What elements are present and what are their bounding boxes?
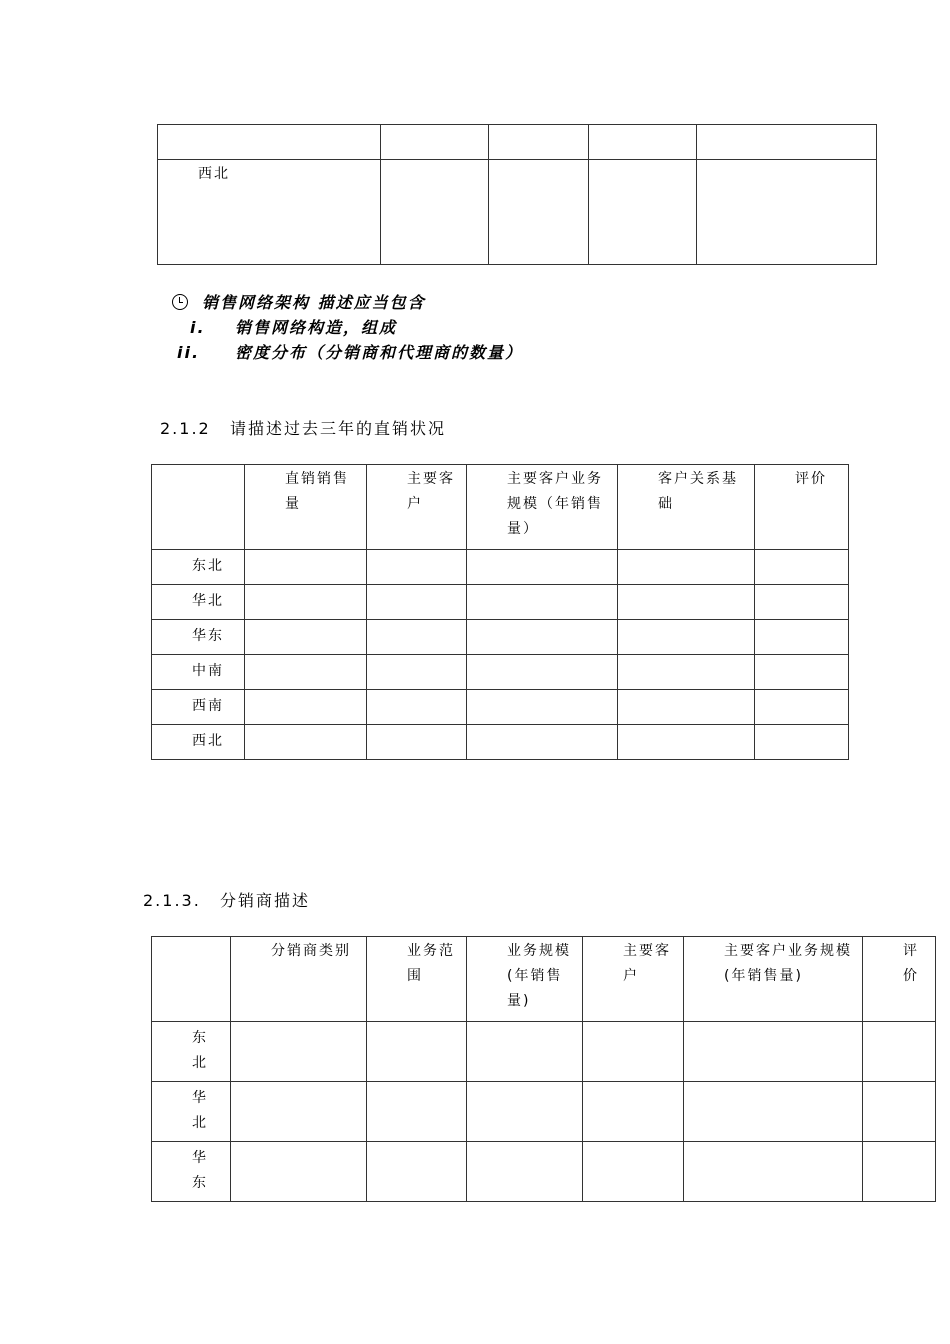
column-header: 分销商类别 [231,937,367,1022]
table-cell [467,550,618,585]
table-cell [367,1142,467,1202]
table-cell [245,550,367,585]
table-cell [618,620,755,655]
table-cell [697,160,877,265]
table-cell [245,620,367,655]
table-cell [583,1082,684,1142]
section-213-heading [143,888,310,911]
table-cell [152,465,245,550]
row-label: 中南 [152,655,245,690]
table-cell [152,937,231,1022]
table-cell [863,1142,936,1202]
table-cell [755,550,849,585]
table-cell [755,690,849,725]
table-cell [245,690,367,725]
table-cell [245,585,367,620]
table-cell [245,725,367,760]
table-cell [231,1142,367,1202]
row-label-northwest: 西北 [158,160,381,265]
table-cell [367,585,467,620]
row-label: 华北 [152,1082,231,1142]
table-cell [583,1022,684,1082]
row-label: 西北 [152,725,245,760]
table-cell [489,125,589,160]
table-cell [684,1142,863,1202]
row-label: 华东 [152,1142,231,1202]
bullet-item [172,315,523,340]
bullet-text: 销售网络构造，组成 [235,318,398,337]
bullet-title-text: 销售网络架构 描述应当包含 [202,293,426,312]
direct-sales-table [151,464,849,760]
column-header: 主要客户 [367,465,467,550]
table-cell [467,725,618,760]
section-number: 2.1.3. [143,891,201,910]
section-title: 请描述过去三年的直销状况 [230,419,447,438]
column-header: 评价 [863,937,936,1022]
column-header: 客户关系基础 [618,465,755,550]
distributor-table [151,936,936,1202]
table-cell [863,1082,936,1142]
table-cell [231,1022,367,1082]
table-cell [231,1082,367,1142]
table-cell [367,655,467,690]
table-cell [467,690,618,725]
table-cell [467,585,618,620]
row-label: 西南 [152,690,245,725]
bullet-title [172,290,523,315]
column-header: 主要客户业务规模(年销售量) [684,937,863,1022]
table-cell [467,1142,583,1202]
table-cell [589,125,697,160]
table-cell [467,620,618,655]
table-cell [697,125,877,160]
row-label: 华北 [152,585,245,620]
row-label: 华东 [152,620,245,655]
section-title: 分销商描述 [220,891,311,910]
table-cell [367,690,467,725]
section-number: 2.1.2 [160,419,211,438]
table-cell [367,620,467,655]
table-cell [381,125,489,160]
table-cell [618,725,755,760]
column-header: 主要客户业务规模（年销售量） [467,465,618,550]
bullet-number: i. [190,318,206,337]
bullet-item [172,340,523,365]
table-cell [618,690,755,725]
column-header: 评价 [755,465,849,550]
table-cell [618,655,755,690]
row-label: 东北 [152,550,245,585]
table-cell [755,620,849,655]
table-cell [755,585,849,620]
sales-network-bullets [172,290,523,365]
table-cell [863,1022,936,1082]
table-cell [583,1142,684,1202]
clock-icon [172,294,188,310]
column-header: 主要客户 [583,937,684,1022]
table-cell [367,1082,467,1142]
bullet-text: 密度分布（分销商和代理商的数量） [235,343,524,362]
table-cell [684,1082,863,1142]
table-cell [684,1022,863,1082]
table-cell [158,125,381,160]
table-cell [618,550,755,585]
region-table-top [157,124,877,265]
table-cell [381,160,489,265]
row-label: 东北 [152,1022,231,1082]
section-212-heading [160,416,446,439]
column-header: 业务范围 [367,937,467,1022]
table-cell [618,585,755,620]
table-cell [245,655,367,690]
table-cell [489,160,589,265]
table-cell [367,1022,467,1082]
column-header: 直销销售量 [245,465,367,550]
bullet-number: ii. [177,343,201,362]
table-cell [589,160,697,265]
table-cell [755,725,849,760]
table-cell [467,655,618,690]
table-cell [367,550,467,585]
table-cell [467,1082,583,1142]
column-header: 业务规模(年销售量) [467,937,583,1022]
table-cell [755,655,849,690]
table-cell [467,1022,583,1082]
table-cell [367,725,467,760]
